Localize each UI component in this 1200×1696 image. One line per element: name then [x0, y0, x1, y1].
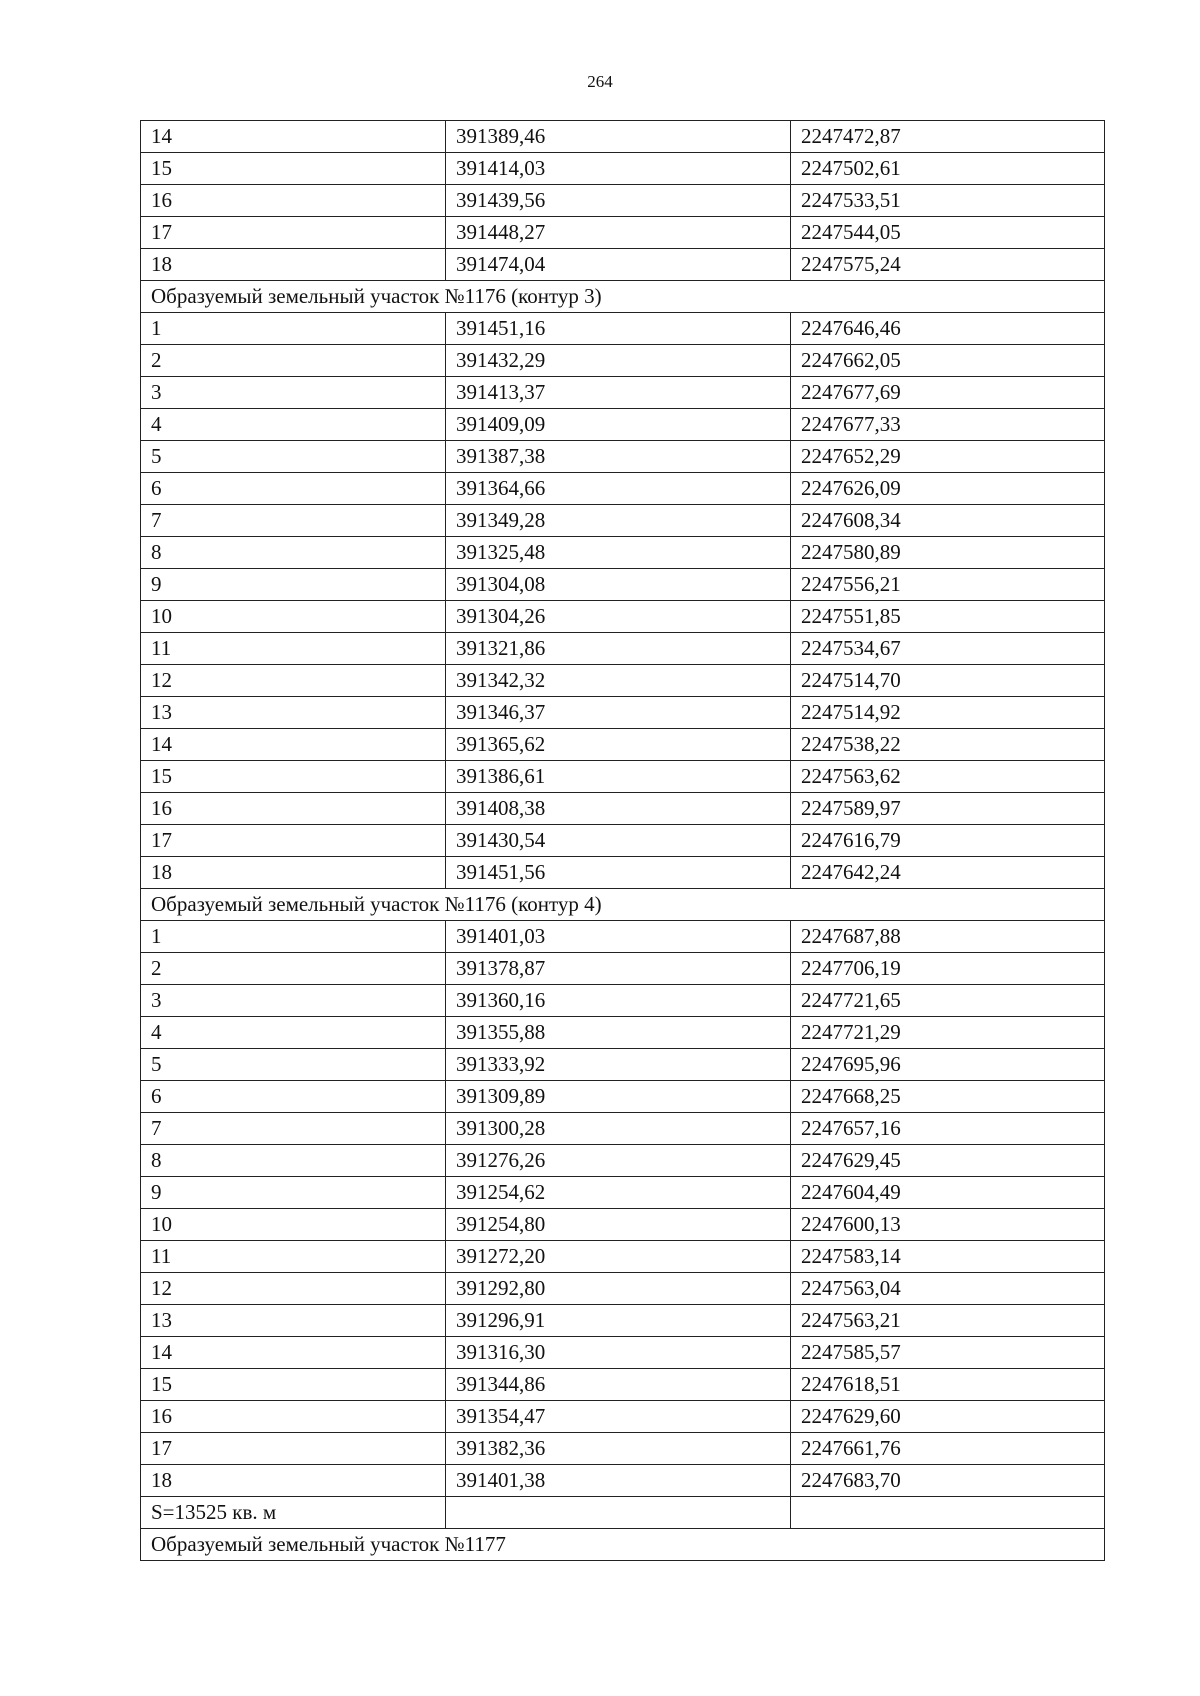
point-number-cell: 18 [141, 249, 446, 281]
point-number-cell: 16 [141, 185, 446, 217]
y-coordinate-cell: 2247629,60 [791, 1401, 1105, 1433]
table-row [141, 537, 1105, 569]
x-coordinate-cell: 391408,38 [446, 793, 791, 825]
x-coordinate-cell: 391354,47 [446, 1401, 791, 1433]
point-number-cell: 14 [141, 121, 446, 153]
x-coordinate-cell: 391272,20 [446, 1241, 791, 1273]
y-coordinate-cell: 2247652,29 [791, 441, 1105, 473]
table-row [141, 1081, 1105, 1113]
table-row [141, 1209, 1105, 1241]
table-row [141, 857, 1105, 889]
table-row [141, 1273, 1105, 1305]
table-row [141, 1369, 1105, 1401]
coordinates-table [140, 120, 1105, 1561]
y-coordinate-cell: 2247618,51 [791, 1369, 1105, 1401]
page-number: 264 [587, 72, 613, 91]
y-coordinate-cell: 2247472,87 [791, 121, 1105, 153]
table-row [141, 345, 1105, 377]
point-number-cell: 15 [141, 153, 446, 185]
x-coordinate-cell: 391401,38 [446, 1465, 791, 1497]
x-coordinate-cell: 391365,62 [446, 729, 791, 761]
y-coordinate-cell: 2247589,97 [791, 793, 1105, 825]
point-number-cell: 18 [141, 1465, 446, 1497]
point-number-cell: 7 [141, 1113, 446, 1145]
y-coordinate-cell: 2247600,13 [791, 1209, 1105, 1241]
y-coordinate-cell: 2247695,96 [791, 1049, 1105, 1081]
point-number-cell: 14 [141, 1337, 446, 1369]
table-row [141, 313, 1105, 345]
y-coordinate-cell: 2247706,19 [791, 953, 1105, 985]
point-number-cell: 5 [141, 1049, 446, 1081]
x-coordinate-cell: 391401,03 [446, 921, 791, 953]
y-coordinate-cell: 2247668,25 [791, 1081, 1105, 1113]
point-number-cell: 12 [141, 665, 446, 697]
point-number-cell: S=13525 кв. м [141, 1497, 446, 1529]
x-coordinate-cell: 391300,28 [446, 1113, 791, 1145]
point-number-cell: 10 [141, 601, 446, 633]
y-coordinate-cell: 2247538,22 [791, 729, 1105, 761]
y-coordinate-cell: 2247629,45 [791, 1145, 1105, 1177]
table-row [141, 761, 1105, 793]
y-coordinate-cell: 2247642,24 [791, 857, 1105, 889]
table-row [141, 1145, 1105, 1177]
y-coordinate-cell: 2247556,21 [791, 569, 1105, 601]
point-number-cell: 17 [141, 217, 446, 249]
y-coordinate-cell: 2247661,76 [791, 1433, 1105, 1465]
y-coordinate-cell: 2247551,85 [791, 601, 1105, 633]
x-coordinate-cell: 391451,56 [446, 857, 791, 889]
y-coordinate-cell: 2247721,29 [791, 1017, 1105, 1049]
point-number-cell: 1 [141, 921, 446, 953]
x-coordinate-cell: 391360,16 [446, 985, 791, 1017]
x-coordinate-cell: 391414,03 [446, 153, 791, 185]
table-row [141, 729, 1105, 761]
table-row [141, 921, 1105, 953]
x-coordinate-cell: 391316,30 [446, 1337, 791, 1369]
y-coordinate-cell: 2247683,70 [791, 1465, 1105, 1497]
y-coordinate-cell: 2247580,89 [791, 537, 1105, 569]
y-coordinate-cell: 2247583,14 [791, 1241, 1105, 1273]
point-number-cell: 7 [141, 505, 446, 537]
x-coordinate-cell: 391355,88 [446, 1017, 791, 1049]
table-row [141, 473, 1105, 505]
table-row [141, 697, 1105, 729]
point-number-cell: 5 [141, 441, 446, 473]
table-row [141, 1433, 1105, 1465]
point-number-cell: 4 [141, 1017, 446, 1049]
x-coordinate-cell [446, 1497, 791, 1529]
x-coordinate-cell: 391321,86 [446, 633, 791, 665]
table-row [141, 1401, 1105, 1433]
table-row [141, 505, 1105, 537]
y-coordinate-cell: 2247563,62 [791, 761, 1105, 793]
x-coordinate-cell: 391333,92 [446, 1049, 791, 1081]
y-coordinate-cell: 2247662,05 [791, 345, 1105, 377]
y-coordinate-cell: 2247721,65 [791, 985, 1105, 1017]
table-row [141, 1049, 1105, 1081]
section-header-row [141, 281, 1105, 313]
point-number-cell: 13 [141, 697, 446, 729]
y-coordinate-cell: 2247604,49 [791, 1177, 1105, 1209]
x-coordinate-cell: 391254,62 [446, 1177, 791, 1209]
x-coordinate-cell: 391325,48 [446, 537, 791, 569]
point-number-cell: 15 [141, 1369, 446, 1401]
point-number-cell: 11 [141, 633, 446, 665]
y-coordinate-cell: 2247585,57 [791, 1337, 1105, 1369]
x-coordinate-cell: 391346,37 [446, 697, 791, 729]
x-coordinate-cell: 391276,26 [446, 1145, 791, 1177]
table-row [141, 1337, 1105, 1369]
coordinates-table-body [141, 121, 1105, 1561]
x-coordinate-cell: 391342,32 [446, 665, 791, 697]
x-coordinate-cell: 391364,66 [446, 473, 791, 505]
y-coordinate-cell: 2247626,09 [791, 473, 1105, 505]
point-number-cell: 8 [141, 537, 446, 569]
table-row [141, 665, 1105, 697]
y-coordinate-cell: 2247533,51 [791, 185, 1105, 217]
y-coordinate-cell [791, 1497, 1105, 1529]
table-row [141, 217, 1105, 249]
x-coordinate-cell: 391344,86 [446, 1369, 791, 1401]
point-number-cell: 6 [141, 1081, 446, 1113]
x-coordinate-cell: 391292,80 [446, 1273, 791, 1305]
point-number-cell: 2 [141, 953, 446, 985]
y-coordinate-cell: 2247502,61 [791, 153, 1105, 185]
x-coordinate-cell: 391430,54 [446, 825, 791, 857]
table-row [141, 409, 1105, 441]
table-row [141, 1177, 1105, 1209]
point-number-cell: 11 [141, 1241, 446, 1273]
area-row [141, 1497, 1105, 1529]
point-number-cell: 8 [141, 1145, 446, 1177]
y-coordinate-cell: 2247575,24 [791, 249, 1105, 281]
table-row [141, 1113, 1105, 1145]
y-coordinate-cell: 2247514,92 [791, 697, 1105, 729]
table-row [141, 793, 1105, 825]
y-coordinate-cell: 2247514,70 [791, 665, 1105, 697]
point-number-cell: 1 [141, 313, 446, 345]
x-coordinate-cell: 391409,09 [446, 409, 791, 441]
section-header-row [141, 1529, 1105, 1561]
x-coordinate-cell: 391451,16 [446, 313, 791, 345]
point-number-cell: 10 [141, 1209, 446, 1241]
table-row [141, 121, 1105, 153]
y-coordinate-cell: 2247646,46 [791, 313, 1105, 345]
table-row [141, 1465, 1105, 1497]
x-coordinate-cell: 391387,38 [446, 441, 791, 473]
point-number-cell: 9 [141, 569, 446, 601]
x-coordinate-cell: 391389,46 [446, 121, 791, 153]
point-number-cell: 6 [141, 473, 446, 505]
y-coordinate-cell: 2247677,69 [791, 377, 1105, 409]
point-number-cell: 15 [141, 761, 446, 793]
y-coordinate-cell: 2247687,88 [791, 921, 1105, 953]
y-coordinate-cell: 2247534,67 [791, 633, 1105, 665]
point-number-cell: 9 [141, 1177, 446, 1209]
point-number-cell: 4 [141, 409, 446, 441]
x-coordinate-cell: 391448,27 [446, 217, 791, 249]
table-row [141, 153, 1105, 185]
table-row [141, 569, 1105, 601]
x-coordinate-cell: 391304,08 [446, 569, 791, 601]
point-number-cell: 16 [141, 793, 446, 825]
y-coordinate-cell: 2247544,05 [791, 217, 1105, 249]
x-coordinate-cell: 391382,36 [446, 1433, 791, 1465]
table-row [141, 249, 1105, 281]
table-row [141, 1241, 1105, 1273]
x-coordinate-cell: 391296,91 [446, 1305, 791, 1337]
x-coordinate-cell: 391304,26 [446, 601, 791, 633]
table-row [141, 601, 1105, 633]
table-row [141, 1017, 1105, 1049]
x-coordinate-cell: 391474,04 [446, 249, 791, 281]
point-number-cell: 16 [141, 1401, 446, 1433]
point-number-cell: 17 [141, 825, 446, 857]
x-coordinate-cell: 391386,61 [446, 761, 791, 793]
table-row [141, 1305, 1105, 1337]
point-number-cell: 13 [141, 1305, 446, 1337]
x-coordinate-cell: 391309,89 [446, 1081, 791, 1113]
table-row [141, 377, 1105, 409]
y-coordinate-cell: 2247563,21 [791, 1305, 1105, 1337]
y-coordinate-cell: 2247677,33 [791, 409, 1105, 441]
y-coordinate-cell: 2247657,16 [791, 1113, 1105, 1145]
x-coordinate-cell: 391349,28 [446, 505, 791, 537]
x-coordinate-cell: 391378,87 [446, 953, 791, 985]
section-header-cell: Образуемый земельный участок №1176 (контур 3) [141, 281, 1105, 313]
table-row [141, 953, 1105, 985]
point-number-cell: 3 [141, 985, 446, 1017]
table-row [141, 441, 1105, 473]
section-header-cell: Образуемый земельный участок №1177 [141, 1529, 1105, 1561]
y-coordinate-cell: 2247608,34 [791, 505, 1105, 537]
point-number-cell: 18 [141, 857, 446, 889]
y-coordinate-cell: 2247616,79 [791, 825, 1105, 857]
table-row [141, 633, 1105, 665]
point-number-cell: 2 [141, 345, 446, 377]
x-coordinate-cell: 391413,37 [446, 377, 791, 409]
x-coordinate-cell: 391254,80 [446, 1209, 791, 1241]
section-header-row [141, 889, 1105, 921]
point-number-cell: 3 [141, 377, 446, 409]
table-row [141, 825, 1105, 857]
table-row [141, 185, 1105, 217]
table-row [141, 985, 1105, 1017]
x-coordinate-cell: 391439,56 [446, 185, 791, 217]
point-number-cell: 17 [141, 1433, 446, 1465]
section-header-cell: Образуемый земельный участок №1176 (контур 4) [141, 889, 1105, 921]
x-coordinate-cell: 391432,29 [446, 345, 791, 377]
point-number-cell: 12 [141, 1273, 446, 1305]
y-coordinate-cell: 2247563,04 [791, 1273, 1105, 1305]
point-number-cell: 14 [141, 729, 446, 761]
